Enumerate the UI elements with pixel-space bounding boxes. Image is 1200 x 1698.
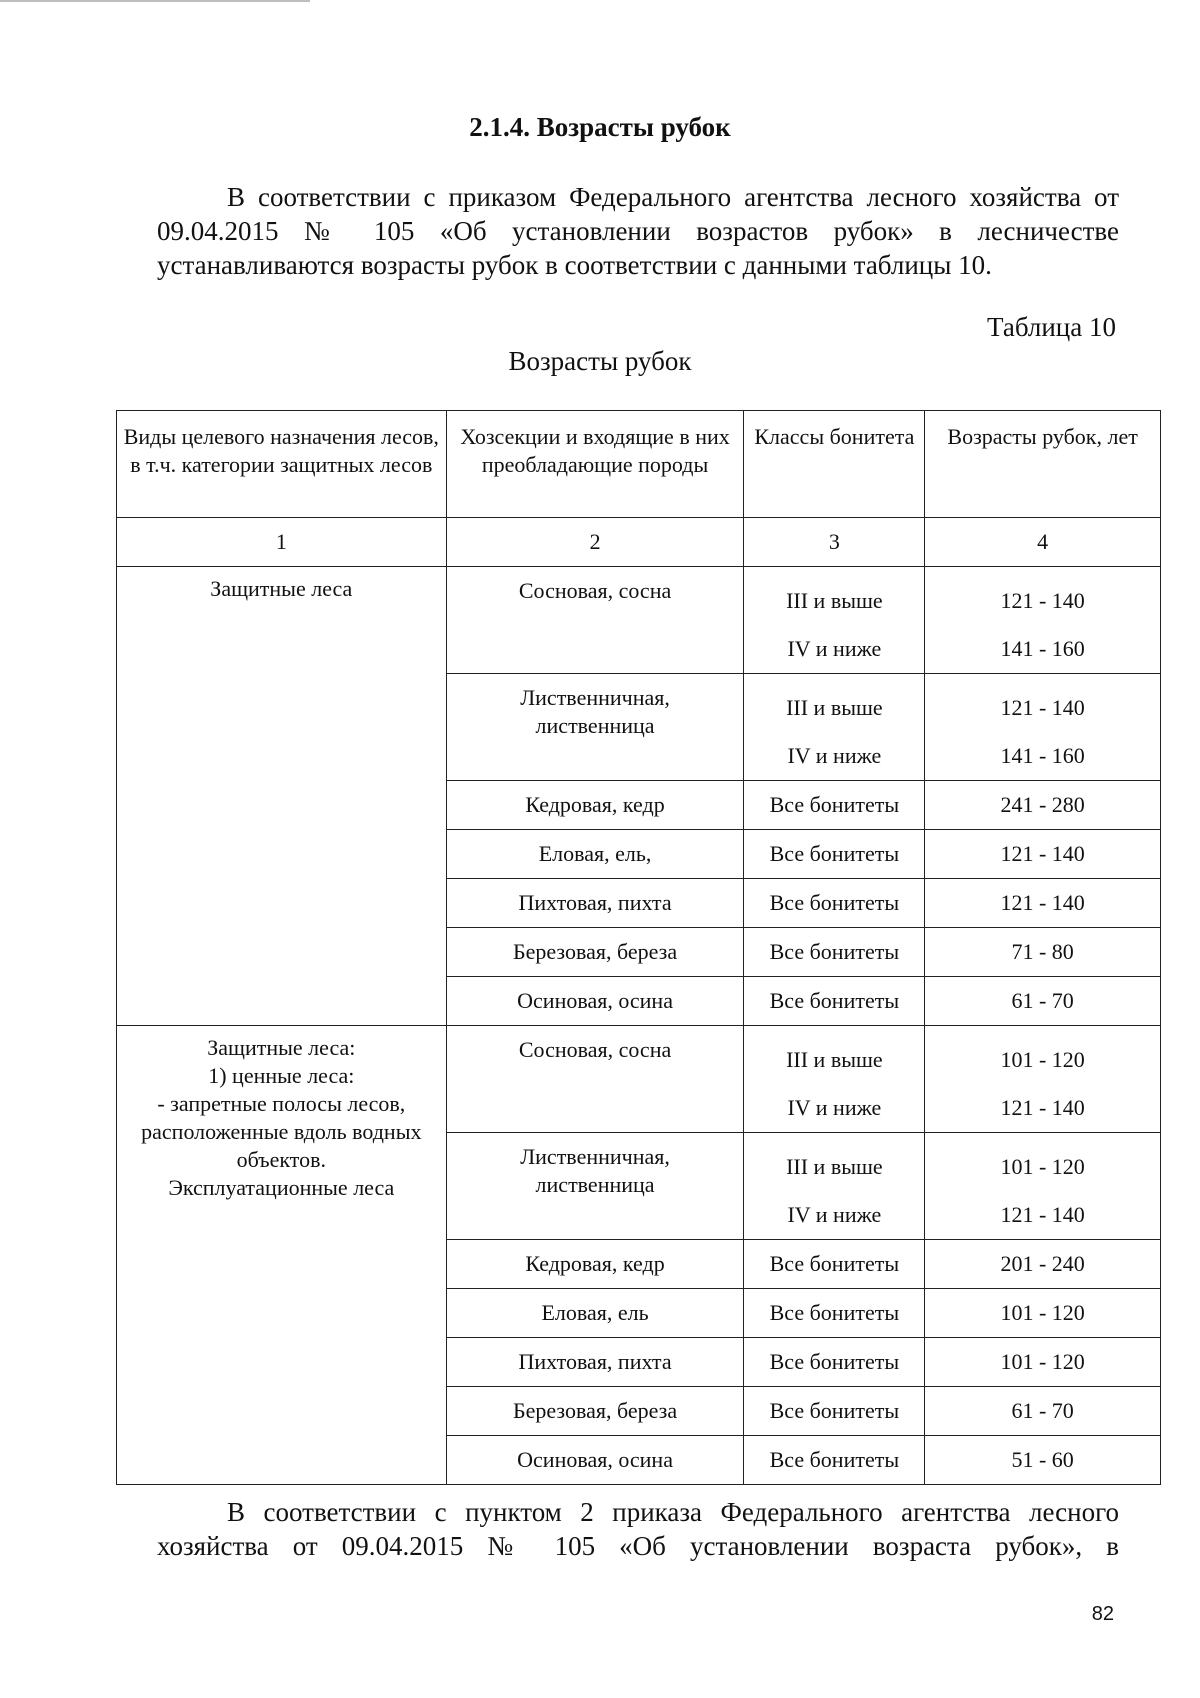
site-class-cell	[744, 1338, 925, 1387]
cutting-age-value: 121 - 140	[1000, 841, 1085, 866]
site-class-value: Все бонитеты	[769, 988, 900, 1013]
header-purpose: Виды целевого назначения лесов, в т.ч. категории защитных лесов	[117, 411, 447, 518]
site-class-value: IV и ниже	[787, 1202, 882, 1227]
closing-paragraph-line2: хозяйства от 09.04.2015 № 105 «Об установлении возраста рубок», в	[157, 1531, 1119, 1561]
table-title: Возрасты рубок	[508, 346, 692, 376]
column-number: 4	[925, 518, 1161, 567]
site-class-value: Все бонитеты	[769, 1447, 900, 1472]
site-class-cell	[744, 928, 925, 977]
forest-purpose-cell: Защитные леса: 1) ценные леса: - запретные полосы лесов, расположенные вдоль водных объектов. Эксплуатационные леса	[117, 1026, 447, 1485]
cutting-age-cell	[925, 1436, 1161, 1485]
cutting-age-value: 241 - 280	[1000, 792, 1085, 817]
cutting-age-value: 71 - 80	[1011, 939, 1074, 964]
forest-section-cell: Кедровая, кедр	[446, 781, 744, 830]
site-class-cell	[744, 781, 925, 830]
site-class-value: IV и ниже	[787, 1095, 882, 1120]
cutting-age-cell	[925, 781, 1161, 830]
cutting-age-value: 101 - 120	[1000, 1300, 1085, 1325]
page-number: 82	[1091, 1603, 1114, 1625]
closing-paragraph	[157, 1495, 1119, 1563]
forest-section-cell: Осиновая, осина	[446, 977, 744, 1026]
site-class-cell	[744, 1436, 925, 1485]
forest-section-cell: Березовая, береза	[446, 1387, 744, 1436]
cutting-age-value: 121 - 140	[1000, 890, 1085, 915]
site-class-value: Все бонитеты	[769, 1300, 900, 1325]
column-number-row	[117, 518, 1161, 567]
site-class-cell	[744, 674, 925, 781]
cutting-age-cell	[925, 1289, 1161, 1338]
header-section: Хозсекции и входящие в них преобладающие породы	[446, 411, 744, 518]
site-class-value: Все бонитеты	[769, 792, 900, 817]
cutting-age-cell	[925, 977, 1161, 1026]
cutting-age-value: 101 - 120	[1000, 1349, 1085, 1374]
forest-section-cell: Сосновая, сосна	[446, 1026, 744, 1133]
cutting-age-value: 61 - 70	[1011, 1398, 1074, 1423]
forest-purpose-cell: Защитные леса	[117, 567, 447, 1026]
cutting-age-cell	[925, 928, 1161, 977]
site-class-value: Все бонитеты	[769, 890, 900, 915]
forest-section-cell: Лиственничная, лиственница	[446, 1133, 744, 1240]
closing-paragraph-line1: В соответствии с пунктом 2 приказа Федерального агентства лесного	[227, 1497, 1119, 1527]
cutting-age-cell	[925, 830, 1161, 879]
intro-paragraph-text: В соответствии с приказом Федерального агентства лесного хозяйства от 09.04.2015 № 105 «Об установлении возрастов рубок» в лесничестве устанавливаются возрасты рубок в соответствии с данными таблицы 10.	[157, 182, 1119, 280]
forest-section-cell: Еловая, ель	[446, 1289, 744, 1338]
site-class-cell	[744, 977, 925, 1026]
site-class-value: Все бонитеты	[769, 1349, 900, 1374]
column-number: 1	[117, 518, 447, 567]
cutting-age-value: 51 - 60	[1011, 1447, 1074, 1472]
cutting-age-cell	[925, 879, 1161, 928]
column-number: 2	[446, 518, 744, 567]
cutting-age-cell	[925, 674, 1161, 781]
cutting-age-cell	[925, 1026, 1161, 1133]
site-class-cell	[744, 830, 925, 879]
forest-section-cell: Лиственничная, лиственница	[446, 674, 744, 781]
site-class-value: Все бонитеты	[769, 1398, 900, 1423]
scan-edge-line	[0, 0, 310, 2]
forest-section-cell: Еловая, ель,	[446, 830, 744, 879]
forest-section-cell: Осиновая, осина	[446, 1436, 744, 1485]
site-class-cell	[744, 1289, 925, 1338]
cutting-age-value: 201 - 240	[1000, 1251, 1085, 1276]
cutting-age-value: 121 - 140	[1000, 1202, 1085, 1227]
intro-paragraph	[157, 180, 1119, 282]
site-class-cell	[744, 1387, 925, 1436]
cutting-age-cell	[925, 1133, 1161, 1240]
cutting-age-value: 101 - 120	[1000, 1047, 1085, 1072]
cutting-age-cell	[925, 567, 1161, 674]
site-class-cell	[744, 1133, 925, 1240]
forest-section-cell: Пихтовая, пихта	[446, 879, 744, 928]
column-number: 3	[744, 518, 925, 567]
cutting-age-value: 141 - 160	[1000, 743, 1085, 768]
cutting-age-table	[116, 410, 1161, 1485]
site-class-cell	[744, 1240, 925, 1289]
header-class: Классы бонитета	[744, 411, 925, 518]
site-class-value: III и выше	[786, 695, 883, 720]
cutting-age-value: 141 - 160	[1000, 636, 1085, 661]
cutting-age-cell	[925, 1387, 1161, 1436]
table-row	[117, 1026, 1161, 1133]
site-class-value: III и выше	[786, 1154, 883, 1179]
cutting-age-value: 101 - 120	[1000, 1154, 1085, 1179]
site-class-value: IV и ниже	[787, 743, 882, 768]
cutting-age-cell	[925, 1240, 1161, 1289]
header-age: Возрасты рубок, лет	[925, 411, 1161, 518]
section-heading: 2.1.4. Возрасты рубок	[469, 112, 731, 142]
site-class-cell	[744, 879, 925, 928]
site-class-value: III и выше	[786, 588, 883, 613]
table-body	[117, 518, 1161, 1485]
table-row	[117, 567, 1161, 674]
table-label: Таблица 10	[987, 312, 1116, 342]
forest-section-cell: Березовая, береза	[446, 928, 744, 977]
forest-section-cell: Пихтовая, пихта	[446, 1338, 744, 1387]
site-class-value: III и выше	[786, 1047, 883, 1072]
site-class-value: IV и ниже	[787, 636, 882, 661]
cutting-age-value: 121 - 140	[1000, 695, 1085, 720]
table-header-row	[117, 411, 1161, 518]
cutting-age-value: 121 - 140	[1000, 588, 1085, 613]
cutting-age-cell	[925, 1338, 1161, 1387]
site-class-cell	[744, 567, 925, 674]
site-class-cell	[744, 1026, 925, 1133]
cutting-age-value: 121 - 140	[1000, 1095, 1085, 1120]
forest-section-cell: Сосновая, сосна	[446, 567, 744, 674]
site-class-value: Все бонитеты	[769, 939, 900, 964]
site-class-value: Все бонитеты	[769, 841, 900, 866]
cutting-age-value: 61 - 70	[1011, 988, 1074, 1013]
site-class-value: Все бонитеты	[769, 1251, 900, 1276]
forest-section-cell: Кедровая, кедр	[446, 1240, 744, 1289]
